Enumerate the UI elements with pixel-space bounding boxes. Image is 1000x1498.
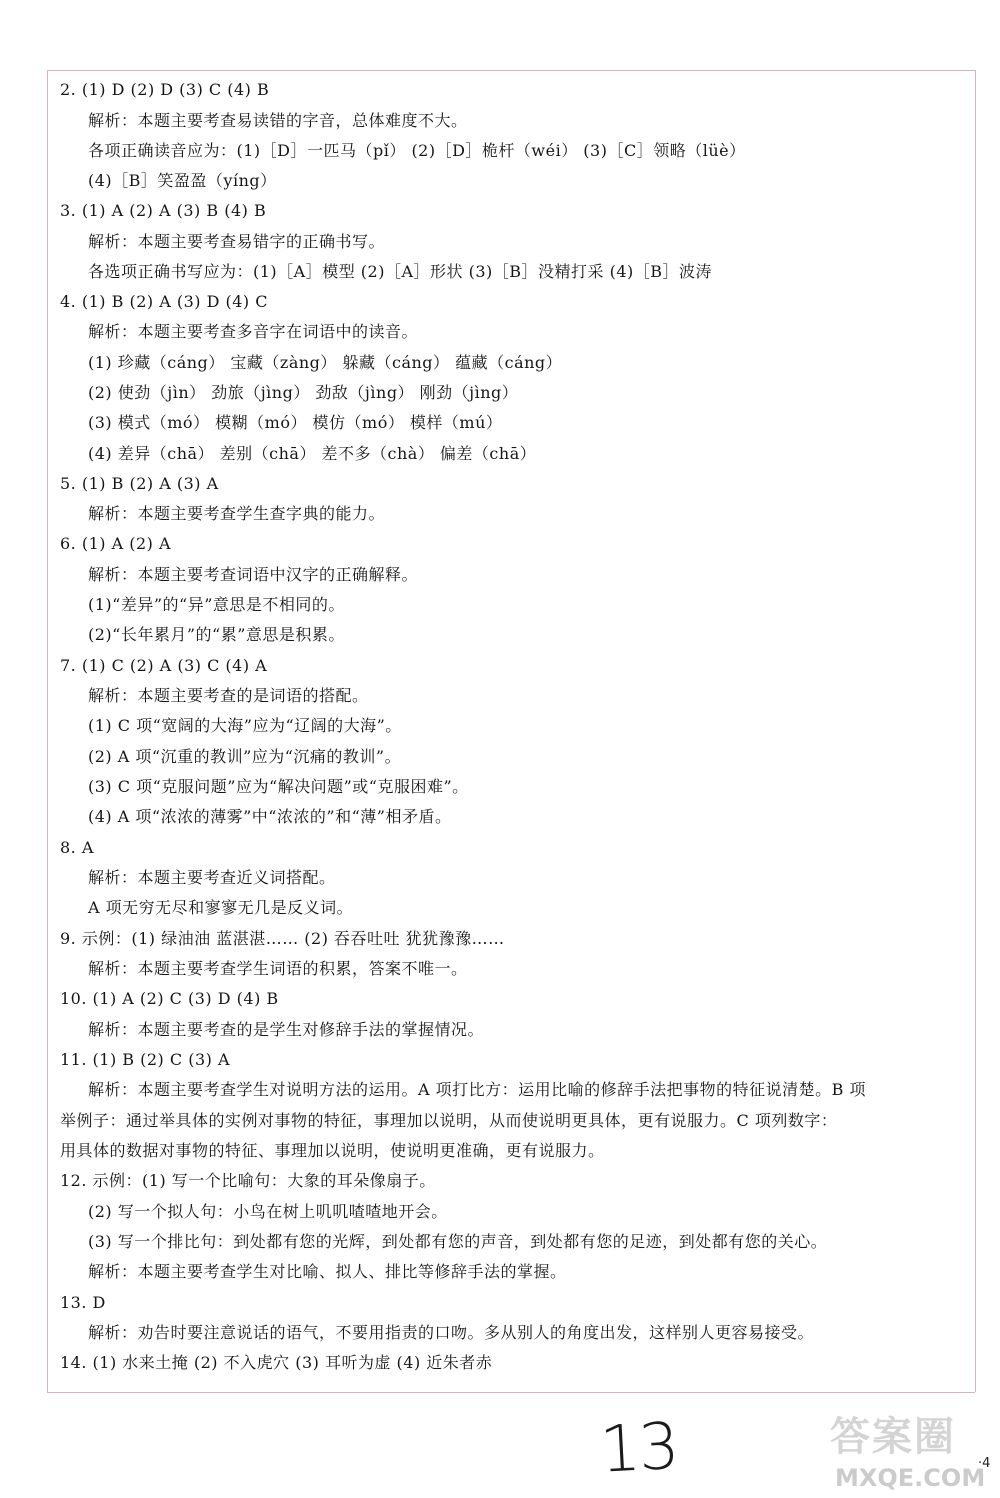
text-line: 解析：本题主要考查近义词搭配。 [88,868,336,887]
text-line: 6. (1) A (2) A [60,534,172,553]
text-line: 解析：本题主要考查学生对比喻、拟人、排比等修辞手法的掌握。 [88,1262,567,1281]
text-line: 解析：本题主要考查词语中汉字的正确解释。 [88,565,419,584]
text-line: (2) 使劲（jìn） 劲旅（jìng） 劲敌（jìng） 刚劲（jìng） [88,383,519,402]
text-line: 解析：本题主要考查易错字的正确书写。 [88,232,386,251]
text-line: 解析：本题主要考查的是词语的搭配。 [88,686,369,705]
text-line: 14. (1) 水来土掩 (2) 不入虎穴 (3) 耳听为虚 (4) 近朱者赤 [60,1353,493,1372]
text-line: 5. (1) B (2) A (3) A [60,474,219,493]
text-line: 解析：本题主要考查学生对说明方法的运用。A 项打比方：运用比喻的修辞手法把事物的特征说清楚。B 项 [88,1080,866,1099]
text-line: 解析：劝告时要注意说话的语气，不要用指责的口吻。多从别人的角度出发，这样别人更容易接受。 [88,1323,815,1342]
text-line: 解析：本题主要考查的是学生对修辞手法的掌握情况。 [88,1020,485,1039]
text-line: 各项正确读音应为：(1)［D］一匹马（pǐ） (2)［D］桅杆（wéi） (3)［C］领略（lüè） [88,141,746,160]
text-line: 解析：本题主要考查多音字在词语中的读音。 [88,322,419,341]
text-line: 2. (1) D (2) D (3) C (4) B [60,80,270,99]
text-line: 解析：本题主要考查易读错的字音，总体难度不大。 [88,111,468,130]
text-line: (4) A 项“浓浓的薄雾”中“浓浓的”和“薄”相矛盾。 [88,807,452,826]
text-line: 3. (1) A (2) A (3) B (4) B [60,201,267,220]
corner-page-mark: ·4 [978,1456,991,1471]
text-line: (3) 模式（mó） 模糊（mó） 模仿（mó） 模样（mú） [88,413,503,432]
text-line: (1)“差异”的“异”意思是不相同的。 [88,595,345,614]
text-line: (4) 差异（chā） 差别（chā） 差不多（chà） 偏差（chā） [88,444,537,463]
watermark-logo: 答案圈 [830,1414,956,1460]
text-line: 4. (1) B (2) A (3) D (4) C [60,292,268,311]
text-line: 13. D [60,1293,106,1312]
text-line: (4)［B］笑盈盈（yíng） [88,171,277,190]
text-line: (1) 珍藏（cáng） 宝藏（zàng） 躲藏（cáng） 蕴藏（cáng） [88,353,563,372]
text-line: 解析：本题主要考查学生查字典的能力。 [88,504,386,523]
text-line: 用具体的数据对事物的特征、事理加以说明，使说明更准确，更有说服力。 [60,1141,605,1160]
handwritten-page-number: 13 [598,1409,680,1488]
text-line: (2) A 项“沉重的教训”应为“沉痛的教训”。 [88,747,402,766]
text-line: 12. 示例：(1) 写一个比喻句：大象的耳朵像扇子。 [60,1171,436,1190]
text-line: 举例子：通过举具体的实例对事物的特征，事理加以说明，从而使说明更具体，更有说服力。C 项列数字： [60,1111,838,1130]
text-line: 10. (1) A (2) C (3) D (4) B [60,989,279,1008]
text-line: (3) C 项“克服问题”应为“解决问题”或“克服困难”。 [88,777,469,796]
text-line: (2)“长年累月”的“累”意思是积累。 [88,625,345,644]
text-line: (3) 写一个排比句：到处都有您的光辉，到处都有您的声音，到处都有您的足迹，到处都有您的关心。 [88,1232,828,1251]
text-line: 8. A [60,838,94,857]
text-line: (1) C 项“宽阔的大海”应为“辽阔的大海”。 [88,716,402,735]
text-line: 11. (1) B (2) C (3) A [60,1050,231,1069]
text-line: 7. (1) C (2) A (3) C (4) A [60,656,268,675]
watermark-url: MXQE.COM [835,1464,986,1492]
text-line: A 项无穷无尽和寥寥无几是反义词。 [88,898,354,917]
text-line: 各选项正确书写应为：(1)［A］模型 (2)［A］形状 (3)［B］没精打采 (4)［B］波涛 [88,262,713,281]
text-line: 9. 示例：(1) 绿油油 蓝湛湛…… (2) 吞吞吐吐 犹犹豫豫…… [60,929,505,948]
text-line: 解析：本题主要考查学生词语的积累，答案不唯一。 [88,959,468,978]
text-line: (2) 写一个拟人句：小鸟在树上叽叽喳喳地开会。 [88,1202,448,1221]
